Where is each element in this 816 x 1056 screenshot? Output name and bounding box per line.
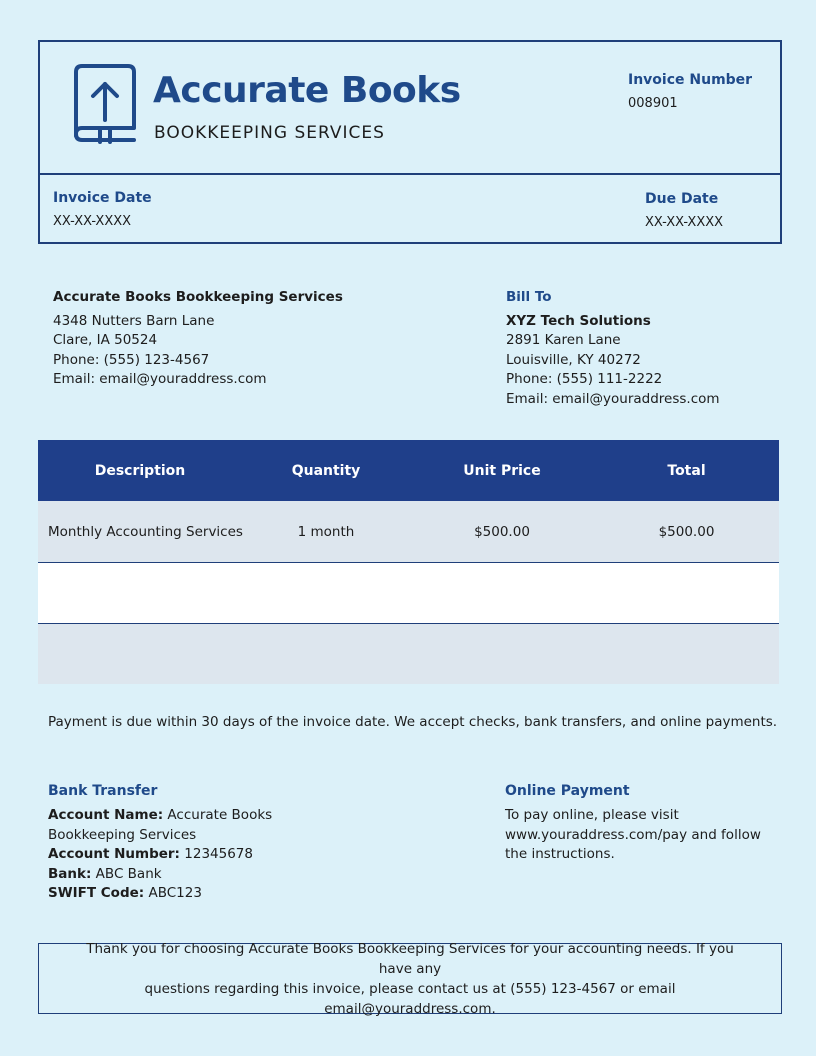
account-name-1: Accurate Books	[163, 807, 273, 823]
online-payment-title: Online Payment	[505, 783, 630, 799]
col-description: Description	[94, 462, 186, 479]
swift-code: ABC123	[144, 885, 202, 902]
due-date-label: Due Date	[645, 191, 719, 207]
col-total: Total	[667, 462, 706, 479]
col-unit-price: Unit Price	[463, 462, 541, 479]
row-unit-price: $500.00	[474, 523, 530, 540]
header-top	[40, 42, 780, 175]
bill-to-line2: Louisville, KY 40272	[506, 351, 641, 368]
brand-name: Accurate Books	[153, 70, 461, 111]
brand-subtitle: BOOKKEEPING SERVICES	[154, 123, 385, 143]
table-row	[38, 501, 779, 562]
bill-to-email: Email: email@youraddress.com	[506, 390, 720, 407]
row-quantity: 1 month	[297, 523, 355, 540]
from-line1: 4348 Nutters Barn Lane	[53, 312, 215, 329]
invoice-number: 008901	[628, 96, 678, 111]
row-total: $500.00	[658, 523, 715, 540]
bank-transfer-title: Bank Transfer	[48, 783, 158, 799]
from-line2: Clare, IA 50524	[53, 332, 158, 349]
account-number: 12345678	[179, 846, 253, 863]
bill-to-name: XYZ Tech Solutions	[506, 312, 651, 329]
account-number-label: Account Number:	[48, 846, 180, 863]
book-upload-icon	[66, 62, 138, 146]
from-name: Accurate Books Bookkeeping Services	[53, 289, 343, 305]
from-email: Email: email@youraddress.com	[53, 371, 267, 388]
due-date: XX-XX-XXXX	[645, 215, 724, 230]
invoice-header	[38, 40, 782, 244]
row-description: Monthly Accounting Services	[48, 523, 243, 540]
table-row-empty	[38, 623, 779, 684]
bill-to-label: Bill To	[506, 289, 552, 305]
invoice-date-label: Invoice Date	[53, 190, 152, 206]
online-line2: www.youraddress.com/pay and follow	[505, 826, 761, 843]
bill-to-address	[506, 288, 720, 410]
account-name-label: Account Name:	[48, 807, 164, 823]
swift-label: SWIFT Code:	[48, 885, 145, 902]
bank-name: ABC Bank	[91, 865, 162, 882]
bank-transfer-details	[48, 806, 272, 904]
thank-you-footer	[38, 940, 782, 1017]
payment-note: Payment is due within 30 days of the invoice date. We accept checks, bank transfers, and online payments.	[48, 714, 778, 730]
items-table	[38, 440, 779, 684]
from-address	[53, 288, 343, 390]
from-phone: Phone: (555) 123-4567	[53, 351, 210, 368]
bill-to-line1: 2891 Karen Lane	[506, 332, 621, 349]
online-line3: the instructions.	[505, 846, 615, 863]
col-quantity: Quantity	[291, 462, 361, 479]
account-name-2: Bookkeeping Services	[48, 826, 197, 843]
invoice-number-label: Invoice Number	[628, 72, 753, 88]
bill-to-phone: Phone: (555) 111-2222	[506, 371, 663, 388]
bank-label: Bank:	[48, 865, 92, 882]
footer-line2: questions regarding this invoice, please contact us at (555) 123-4567 or email email@youraddress.com.	[144, 980, 676, 1017]
table-header	[38, 440, 779, 501]
table-row-empty	[38, 562, 779, 623]
invoice-date: XX-XX-XXXX	[53, 214, 132, 229]
online-payment-details	[505, 806, 761, 865]
online-line1: To pay online, please visit	[505, 807, 679, 823]
footer-line1: Thank you for choosing Accurate Books Bookkeeping Services for your accounting needs. If you have any	[86, 940, 734, 977]
